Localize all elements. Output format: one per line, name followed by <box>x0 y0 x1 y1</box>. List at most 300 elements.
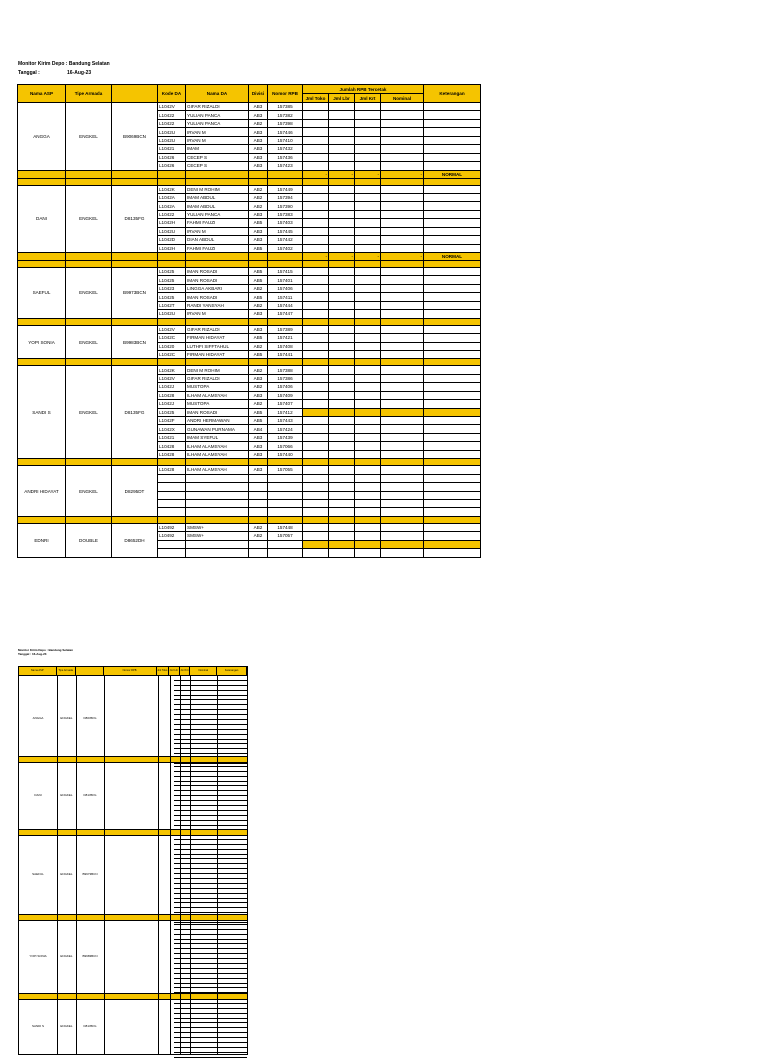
summary-jml-toko: - <box>303 253 329 261</box>
nama-da-cell: RANDI YANSYAH <box>186 301 249 309</box>
count-cell <box>381 442 424 450</box>
empty-cell <box>268 508 303 516</box>
count-cell <box>355 193 381 201</box>
divisi-cell: AB3 <box>249 442 268 450</box>
summary-blank <box>186 253 249 261</box>
empty-cell <box>268 483 303 491</box>
keterangan-cell <box>424 400 481 408</box>
separator-cell <box>424 318 481 325</box>
kode-da-cell: L10421 <box>158 433 186 441</box>
count-cell <box>381 450 424 458</box>
count-cell <box>381 508 424 516</box>
separator-cell <box>381 178 424 185</box>
count-cell <box>381 523 424 531</box>
summary-blank <box>249 253 268 261</box>
nama-da-cell: LUTHFI SIFFTAHUL <box>186 342 249 350</box>
count-cell <box>303 325 329 333</box>
keterangan-cell <box>424 523 481 531</box>
divisi-cell: AB3 <box>249 136 268 144</box>
empty-cell <box>158 483 186 491</box>
count-cell <box>355 325 381 333</box>
empty-cell <box>249 499 268 507</box>
divisi-cell: AB3 <box>249 103 268 111</box>
nama-da-cell: GUNAWAN PURNAMA <box>186 425 249 433</box>
summary-blank <box>249 170 268 178</box>
count-cell <box>303 193 329 201</box>
armada-cell: ENGKEL <box>66 103 112 171</box>
keterangan-cell <box>424 366 481 374</box>
count-cell <box>329 128 355 136</box>
group-separator <box>18 459 481 466</box>
separator-cell <box>424 516 481 523</box>
group-separator <box>18 516 481 523</box>
divisi-cell: AB2 <box>249 185 268 193</box>
thumb-title: Monitor Kirim Depo : Bandung Selatan <box>18 648 74 652</box>
count-cell <box>381 540 424 548</box>
col-nama-da: Nama DA <box>186 85 249 103</box>
divisi-cell: AB5 <box>249 268 268 276</box>
thumb-asp-cell: SAEFUL <box>32 872 44 876</box>
count-cell <box>381 284 424 292</box>
nomor-rpb-cell: 157439 <box>268 433 303 441</box>
thumb-header-cell <box>76 667 104 675</box>
separator-cell <box>329 459 355 466</box>
count-cell <box>355 284 381 292</box>
separator-cell <box>355 318 381 325</box>
nomor-rpb-cell: 157066 <box>268 442 303 450</box>
count-cell <box>303 540 329 548</box>
kode-da-cell: L1042V <box>158 325 186 333</box>
count-cell <box>381 301 424 309</box>
thumb-armada-cell: ENGKEL <box>60 954 73 958</box>
divisi-cell: AB3 <box>249 466 268 474</box>
count-cell <box>329 145 355 153</box>
separator-cell <box>355 359 381 366</box>
count-cell <box>329 162 355 170</box>
plat-cell: D8295DT <box>112 466 158 517</box>
nama-da-cell: IMAN ROSADI <box>186 408 249 416</box>
count-cell <box>303 210 329 218</box>
count-cell <box>381 334 424 342</box>
nomor-rpb-cell: 157445 <box>268 227 303 235</box>
count-cell <box>355 136 381 144</box>
count-cell <box>329 119 355 127</box>
separator-cell <box>112 261 158 268</box>
separator-cell <box>329 359 355 366</box>
kode-da-cell: L10422 <box>158 119 186 127</box>
summary-blank <box>268 253 303 261</box>
empty-cell <box>186 474 249 482</box>
thumb-asp-cell: SANDI S <box>31 1024 44 1028</box>
keterangan-cell <box>424 408 481 416</box>
count-cell <box>355 549 381 557</box>
nama-da-cell: YULIAN PANCA <box>186 210 249 218</box>
group-summary-row <box>18 253 481 261</box>
divisi-cell: AB2 <box>249 301 268 309</box>
table-row <box>18 103 481 111</box>
empty-cell <box>249 491 268 499</box>
count-cell <box>355 145 381 153</box>
keterangan-cell <box>424 325 481 333</box>
divisi-cell: AB3 <box>249 210 268 218</box>
count-cell <box>355 474 381 482</box>
separator-cell <box>249 516 268 523</box>
count-cell <box>381 350 424 358</box>
kode-da-cell: L1042U <box>158 136 186 144</box>
keterangan-cell <box>424 111 481 119</box>
count-cell <box>329 325 355 333</box>
kode-da-cell: L10425 <box>158 276 186 284</box>
nomor-rpb-cell: 157402 <box>268 244 303 252</box>
divisi-cell: AB2 <box>249 202 268 210</box>
thumb-armada-cell: ENGKEL <box>60 716 73 720</box>
kode-da-cell: L10428 <box>158 450 186 458</box>
count-cell <box>355 417 381 425</box>
divisi-cell: AB5 <box>249 350 268 358</box>
count-cell <box>381 293 424 301</box>
count-cell <box>329 508 355 516</box>
count-cell <box>381 408 424 416</box>
thumb-group <box>19 756 247 829</box>
nama-da-cell: IRVAN M <box>186 128 249 136</box>
kode-da-cell: L1042X <box>158 425 186 433</box>
group-separator <box>18 359 481 366</box>
kode-da-cell: L1042D <box>158 236 186 244</box>
nomor-rpb-cell: 157406 <box>268 284 303 292</box>
col-jml-toko: Jml Toko <box>303 94 329 103</box>
kode-da-cell: L1042H <box>158 219 186 227</box>
separator-cell <box>112 516 158 523</box>
separator-cell <box>303 359 329 366</box>
nomor-rpb-cell: 157444 <box>268 301 303 309</box>
nama-da-cell: GIFAR RIZALDI <box>186 325 249 333</box>
nama-da-cell: IRVAN M <box>186 310 249 318</box>
count-cell <box>303 366 329 374</box>
kode-da-cell: L1042T <box>158 301 186 309</box>
count-cell <box>381 145 424 153</box>
nama-da-cell: MUSTOPA <box>186 400 249 408</box>
count-cell <box>329 276 355 284</box>
thumb-group <box>19 829 247 914</box>
count-cell <box>303 185 329 193</box>
count-cell <box>381 153 424 161</box>
thumb-armada-cell: ENGKEL <box>60 872 73 876</box>
separator-cell <box>329 178 355 185</box>
nomor-rpb-cell: 157057 <box>268 532 303 540</box>
summary-jml-lbr: - <box>329 253 355 261</box>
nama-da-cell: IMAN ROSADI <box>186 268 249 276</box>
nama-da-cell: ANDRI HERMAWAN <box>186 417 249 425</box>
asp-name-cell: DANI <box>18 185 66 253</box>
count-cell <box>329 153 355 161</box>
count-cell <box>329 499 355 507</box>
empty-cell <box>186 508 249 516</box>
count-cell <box>381 474 424 482</box>
kode-da-cell: L1042A <box>158 202 186 210</box>
count-cell <box>329 466 355 474</box>
count-cell <box>355 450 381 458</box>
depo-label: Monitor Kirim Depo : <box>18 61 68 67</box>
count-cell <box>381 193 424 201</box>
separator-cell <box>186 516 249 523</box>
thumb-group <box>19 914 247 993</box>
thumb-header-cell: Nominal <box>190 667 217 675</box>
count-cell <box>355 185 381 193</box>
summary-blank <box>158 253 186 261</box>
summary-blank <box>112 170 158 178</box>
group-summary-row <box>18 170 481 178</box>
separator-cell <box>186 178 249 185</box>
count-cell <box>329 532 355 540</box>
kode-da-cell: L10425 <box>158 268 186 276</box>
count-cell <box>355 293 381 301</box>
count-cell <box>381 532 424 540</box>
count-cell <box>303 136 329 144</box>
nama-da-cell: MUSTOPA <box>186 383 249 391</box>
separator-cell <box>303 459 329 466</box>
kode-da-cell: L1042C <box>158 350 186 358</box>
thumb-grid-lines <box>174 999 247 1058</box>
nomor-rpb-cell: 157443 <box>268 417 303 425</box>
kode-da-cell: L1042C <box>158 334 186 342</box>
separator-cell <box>355 261 381 268</box>
count-cell <box>381 244 424 252</box>
nomor-rpb-cell: 157409 <box>268 391 303 399</box>
armada-cell: ENGKEL <box>66 466 112 517</box>
kode-da-cell: L10422 <box>158 210 186 218</box>
divisi-cell: AB5 <box>249 334 268 342</box>
count-cell <box>303 466 329 474</box>
count-cell <box>303 153 329 161</box>
asp-name-cell: SAEFUL <box>18 268 66 319</box>
count-cell <box>303 103 329 111</box>
armada-cell: ENGKEL <box>66 325 112 359</box>
count-cell <box>303 293 329 301</box>
asp-name-cell: YOPI SONIA <box>18 325 66 359</box>
kode-da-cell: L1042J <box>158 383 186 391</box>
separator-cell <box>381 459 424 466</box>
count-cell <box>329 442 355 450</box>
summary-blank <box>66 170 112 178</box>
nomor-rpb-cell: 157421 <box>268 334 303 342</box>
separator-cell <box>249 459 268 466</box>
count-cell <box>329 111 355 119</box>
thumb-grid-lines <box>174 676 247 764</box>
keterangan-cell <box>424 425 481 433</box>
keterangan-cell <box>424 483 481 491</box>
count-cell <box>329 408 355 416</box>
count-cell <box>303 433 329 441</box>
separator-cell <box>18 261 66 268</box>
nomor-rpb-cell: 157436 <box>268 153 303 161</box>
thumb-header-cell: Keterangan <box>217 667 247 675</box>
separator-cell <box>268 359 303 366</box>
count-cell <box>329 350 355 358</box>
keterangan-cell <box>424 202 481 210</box>
kode-da-cell: L10428 <box>158 466 186 474</box>
page-thumbnail <box>18 648 248 1028</box>
thumb-asp-cell: ANGGA <box>32 716 44 720</box>
count-cell <box>355 383 381 391</box>
empty-cell <box>268 540 303 548</box>
count-cell <box>329 210 355 218</box>
count-cell <box>381 400 424 408</box>
count-cell <box>329 219 355 227</box>
nama-da-cell: ILHAM ALAMSYAH <box>186 466 249 474</box>
count-cell <box>329 425 355 433</box>
count-cell <box>381 119 424 127</box>
nomor-rpb-cell: 157407 <box>268 400 303 408</box>
keterangan-cell <box>424 185 481 193</box>
count-cell <box>381 310 424 318</box>
keterangan-cell <box>424 128 481 136</box>
keterangan-cell <box>424 284 481 292</box>
kode-da-cell: L10423 <box>158 284 186 292</box>
keterangan-cell <box>424 193 481 201</box>
thumb-header-cell: Jml Krt <box>180 667 191 675</box>
keterangan-cell <box>424 236 481 244</box>
count-cell <box>303 284 329 292</box>
count-cell <box>355 103 381 111</box>
count-cell <box>381 185 424 193</box>
separator-cell <box>303 261 329 268</box>
count-cell <box>303 491 329 499</box>
separator-cell <box>268 459 303 466</box>
separator-cell <box>66 178 112 185</box>
count-cell <box>355 236 381 244</box>
empty-cell <box>249 474 268 482</box>
count-cell <box>329 202 355 210</box>
thumb-plat-cell: B9983BCN <box>82 954 98 958</box>
keterangan-cell <box>424 383 481 391</box>
empty-cell <box>158 549 186 557</box>
plat-cell: B9069BCN <box>112 103 158 171</box>
nomor-rpb-cell: 157398 <box>268 119 303 127</box>
empty-cell <box>249 549 268 557</box>
count-cell <box>355 374 381 382</box>
count-cell <box>355 366 381 374</box>
empty-cell <box>186 491 249 499</box>
count-cell <box>355 508 381 516</box>
keterangan-cell <box>424 433 481 441</box>
asp-name-cell: SANDI S <box>18 366 66 459</box>
nomor-rpb-cell: 157449 <box>268 185 303 193</box>
count-cell <box>329 301 355 309</box>
thumb-header-cell: Jml Toko <box>157 667 170 675</box>
divisi-cell: AB2 <box>249 532 268 540</box>
nomor-rpb-cell: 157388 <box>268 366 303 374</box>
empty-cell <box>186 549 249 557</box>
depo-name: Bandung Selatan <box>68 61 110 67</box>
count-cell <box>329 523 355 531</box>
separator-cell <box>303 516 329 523</box>
keterangan-cell <box>424 442 481 450</box>
nama-da-cell: ILHAM ALAMSYAH <box>186 442 249 450</box>
separator-cell <box>112 318 158 325</box>
count-cell <box>329 103 355 111</box>
separator-cell <box>18 516 66 523</box>
report-date: 16-Aug-23 <box>67 70 92 76</box>
thumb-column-line <box>217 675 218 1054</box>
asp-name-cell: ANGGA <box>18 103 66 171</box>
thumb-plat-cell: D8035FG <box>83 716 97 720</box>
count-cell <box>303 417 329 425</box>
separator-cell <box>329 318 355 325</box>
count-cell <box>355 162 381 170</box>
nama-da-cell: FIRMAN HIDAYAT <box>186 350 249 358</box>
keterangan-cell <box>424 145 481 153</box>
keterangan-cell <box>424 310 481 318</box>
count-cell <box>303 334 329 342</box>
kode-da-cell: L1042J <box>158 400 186 408</box>
separator-cell <box>381 318 424 325</box>
thumb-column-line <box>170 675 171 1054</box>
separator-cell <box>355 459 381 466</box>
empty-cell <box>158 491 186 499</box>
separator-cell <box>158 516 186 523</box>
count-cell <box>355 342 381 350</box>
separator-cell <box>355 516 381 523</box>
col-tipe-armada: Tipe Armada <box>66 85 112 103</box>
empty-cell <box>186 483 249 491</box>
count-cell <box>355 491 381 499</box>
divisi-cell: AB3 <box>249 236 268 244</box>
separator-cell <box>381 359 424 366</box>
nomor-rpb-cell: 157446 <box>268 128 303 136</box>
nama-da-cell: IRVAN M <box>186 227 249 235</box>
separator-cell <box>186 261 249 268</box>
keterangan-cell <box>424 334 481 342</box>
count-cell <box>355 433 381 441</box>
count-cell <box>355 483 381 491</box>
separator-cell <box>381 261 424 268</box>
kode-da-cell: L10492 <box>158 532 186 540</box>
separator-cell <box>66 261 112 268</box>
thumb-date: Tanggal : 16-Aug-23 <box>18 652 47 656</box>
count-cell <box>329 227 355 235</box>
kode-da-cell: L1042K <box>158 366 186 374</box>
table-row <box>18 185 481 193</box>
count-cell <box>329 483 355 491</box>
count-cell <box>381 383 424 391</box>
empty-cell <box>268 499 303 507</box>
count-cell <box>381 236 424 244</box>
nomor-rpb-cell: 157394 <box>268 193 303 201</box>
count-cell <box>355 268 381 276</box>
nomor-rpb-cell: 157055 <box>268 466 303 474</box>
count-cell <box>355 523 381 531</box>
divisi-cell: AB5 <box>249 408 268 416</box>
divisi-cell: AB2 <box>249 119 268 127</box>
summary-nominal: - <box>381 253 424 261</box>
thumb-column-line <box>180 675 181 1054</box>
keterangan-cell <box>424 466 481 474</box>
keterangan-cell <box>424 350 481 358</box>
group-separator <box>18 318 481 325</box>
thumb-header-cell: Nama ASP <box>19 667 57 675</box>
count-cell <box>355 128 381 136</box>
divisi-cell: AB3 <box>249 162 268 170</box>
divisi-cell: AB3 <box>249 433 268 441</box>
separator-cell <box>424 261 481 268</box>
kode-da-cell: L10428 <box>158 391 186 399</box>
report-title-block <box>18 60 110 78</box>
count-cell <box>303 119 329 127</box>
count-cell <box>355 276 381 284</box>
keterangan-cell <box>424 119 481 127</box>
count-cell <box>329 383 355 391</box>
count-cell <box>303 383 329 391</box>
